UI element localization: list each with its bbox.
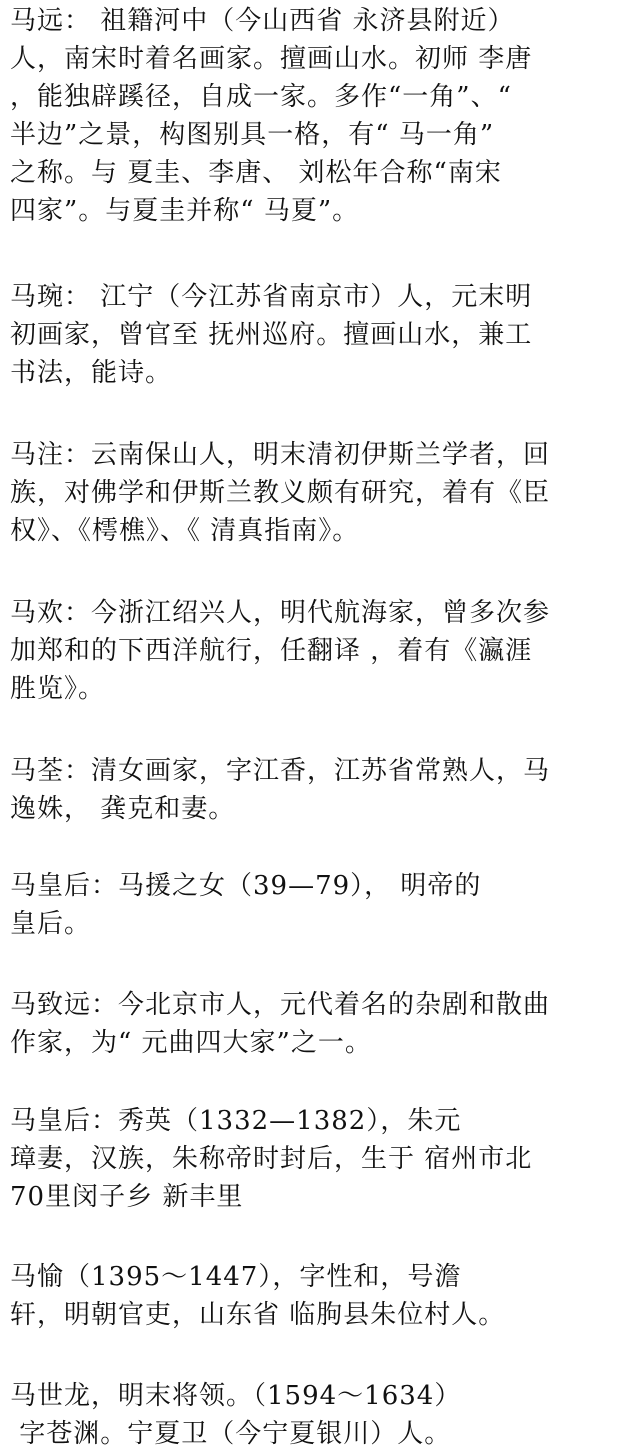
entry-ma-yuan (10, 2, 532, 230)
entry-ma-wan (10, 278, 532, 392)
text-line: 马琬： 江宁（今江苏省南京市）人，元末明 (10, 282, 533, 312)
text-line: 字苍渊。宁夏卫（今宁夏银川）人。 (10, 1419, 452, 1449)
entry-ma-shilong (10, 1377, 461, 1453)
text-line: 璋妻，汉族，朱称帝时封后，生于 宿州市北 (10, 1144, 533, 1174)
text-line: 人，南宋时着名画家。擅画山水。初师 李唐 (10, 44, 533, 74)
text-line: 半边”之景，构图别具一格，有“ 马一角” (10, 120, 495, 150)
text-line: 胜览》。 (10, 674, 106, 704)
entry-empress-ma-ming (10, 1102, 532, 1216)
text-line: 皇后。 (10, 909, 92, 939)
text-line: 权》、《樗樵》、《 清真指南》。 (10, 516, 360, 546)
text-line: 族，对佛学和伊斯兰教义颇有研究，着有《臣 (10, 478, 551, 508)
entry-ma-zhiyuan (10, 986, 550, 1062)
text-line: 马欢：今浙江绍兴人，明代航海家，曾多次参 (10, 598, 551, 628)
text-line: 逸姝， 龚克和妻。 (10, 794, 236, 824)
text-line: 马皇后：马援之女（39—79）， 明帝的 (10, 871, 482, 901)
text-line: 马注：云南保山人，明末清初伊斯兰学者，回 (10, 440, 551, 470)
text-line: 马致远：今北京市人，元代着名的杂剧和散曲 (10, 990, 551, 1020)
text-line: ，能独辟蹊径，自成一家。多作“一角”、“ (10, 82, 512, 112)
entry-ma-zhu (10, 436, 550, 550)
entry-ma-quan (10, 752, 550, 828)
text-line: 马荃：清女画家，字江香，江苏省常熟人，马 (10, 756, 551, 786)
text-line: 作家，为“ 元曲四大家”之一。 (10, 1028, 372, 1058)
text-line: 马世龙，明末将领。（1594～1634） (10, 1381, 462, 1411)
entry-ma-yu (10, 1258, 505, 1334)
text-line: 之称。与 夏圭、李唐、 刘松年合称“南宋 (10, 158, 502, 188)
text-line: 马皇后：秀英（1332—1382），朱元 (10, 1106, 462, 1136)
text-line: 轩，明朝官吏，山东省 临朐县朱位村人。 (10, 1300, 506, 1330)
text-line: 书法，能诗。 (10, 358, 173, 388)
text-line: 四家”。与夏圭并称“ 马夏”。 (10, 196, 360, 226)
text-line: 初画家，曾官至 抚州巡府。擅画山水，兼工 (10, 320, 533, 350)
text-line: 马远： 祖籍河中（今山西省 永济县附近） (10, 6, 515, 36)
text-line: 马愉（1395～1447），字性和，号澹 (10, 1262, 462, 1292)
text-line: 70里闵子乡 新丰里 (10, 1182, 244, 1212)
entry-ma-huan (10, 594, 550, 708)
text-line: 加郑和的下西洋航行，任翻译 ，着有《瀛涯 (10, 636, 533, 666)
entry-empress-ma-han (10, 867, 481, 943)
